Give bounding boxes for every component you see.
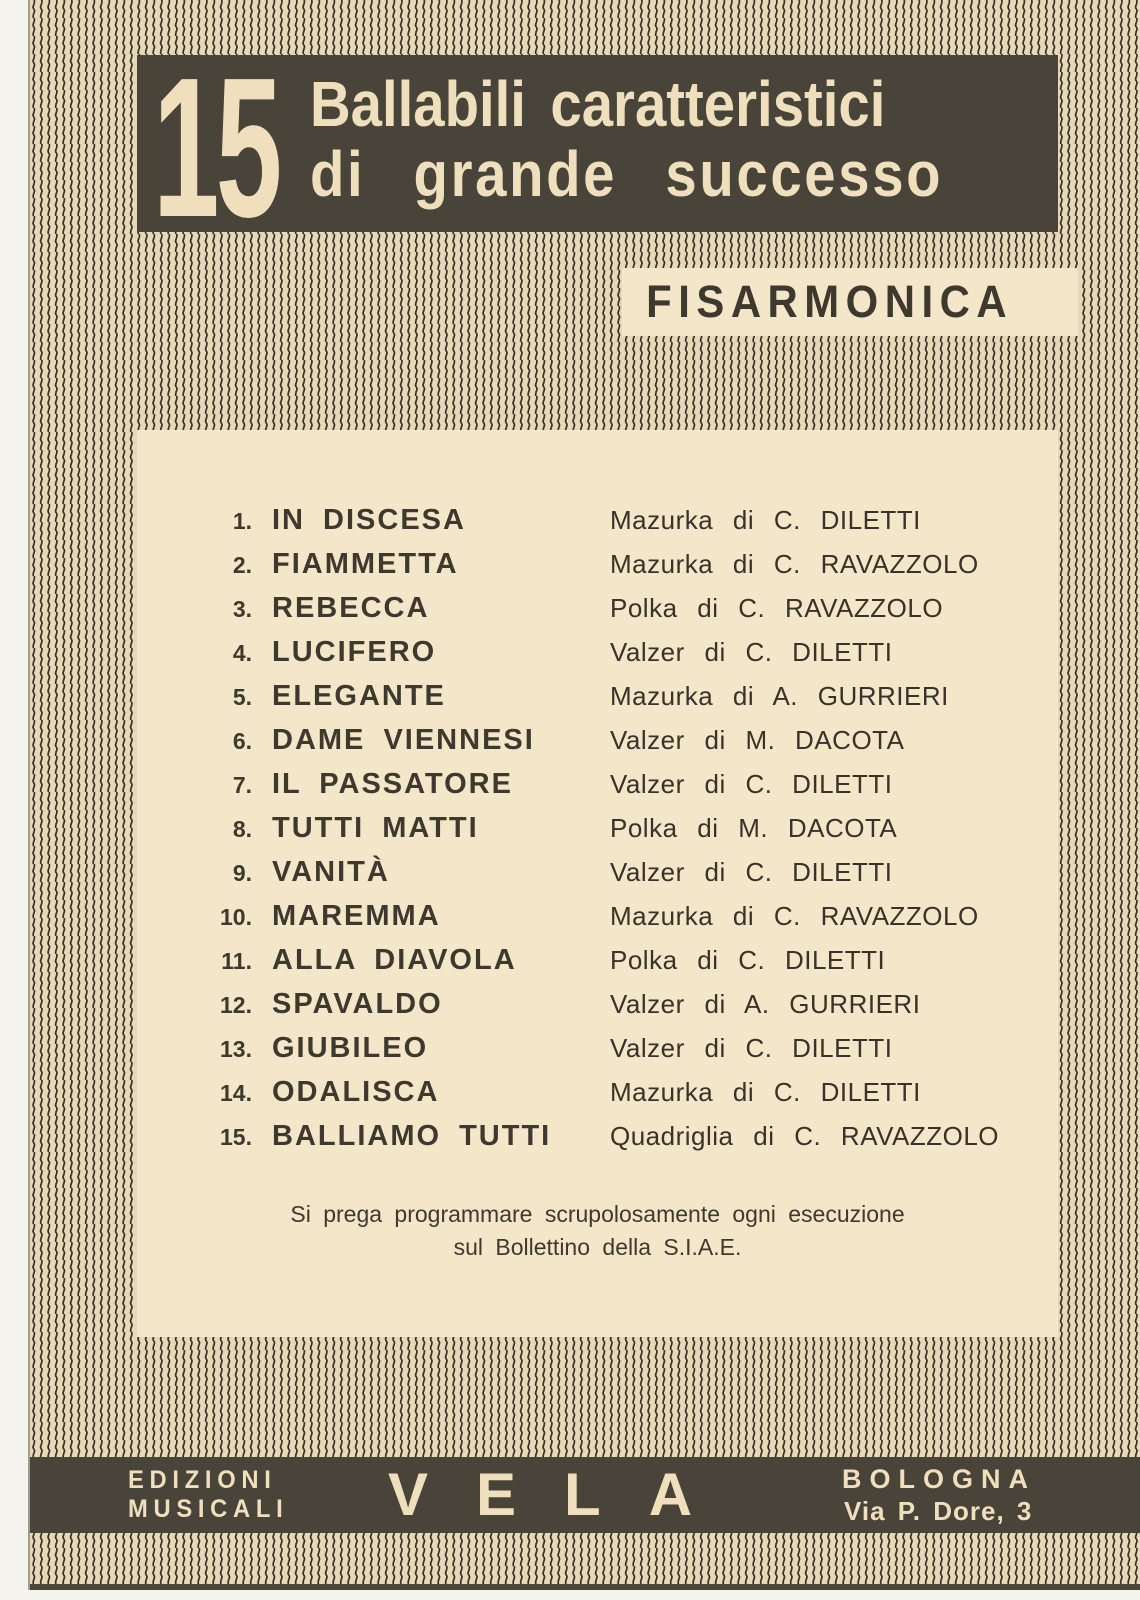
track-row (137, 680, 1058, 724)
track-description: Mazurka di A. GURRIERI (610, 681, 949, 711)
track-row (137, 724, 1058, 768)
track-row (137, 504, 1058, 548)
track-row (137, 812, 1058, 856)
track-number: 6. (232, 728, 252, 754)
track-description: Polka di M. DACOTA (610, 813, 898, 843)
track-description: Valzer di C. DILETTI (610, 769, 893, 799)
brand-vela: VELA (388, 1461, 741, 1528)
track-description: Mazurka di C. DILETTI (610, 505, 921, 535)
publisher-line1: EDIZIONI (128, 1466, 277, 1494)
siae-notice (137, 1198, 1058, 1264)
track-title: FIAMMETTA (272, 548, 459, 580)
track-row (137, 592, 1058, 636)
track-title: LUCIFERO (272, 636, 437, 668)
track-row (137, 636, 1058, 680)
track-description: Quadriglia di C. RAVAZZOLO (610, 1121, 1000, 1151)
track-title: REBECCA (272, 592, 430, 624)
track-description: Valzer di C. DILETTI (610, 857, 893, 887)
track-description: Polka di C. DILETTI (610, 945, 886, 975)
track-number: 13. (220, 1036, 252, 1062)
track-description: Polka di C. RAVAZZOLO (610, 593, 944, 623)
track-description: Valzer di C. DILETTI (610, 1033, 893, 1063)
track-number: 3. (232, 596, 252, 622)
track-number: 2. (232, 552, 252, 578)
track-row (137, 1076, 1058, 1120)
header-title-line1: Ballabili caratteristici (310, 68, 886, 140)
instrument-banner (622, 268, 1078, 336)
track-number: 10. (220, 904, 252, 930)
track-list (137, 430, 1058, 1164)
track-title: VANITÀ (272, 856, 390, 888)
track-row (137, 988, 1058, 1032)
track-number: 15. (220, 1124, 252, 1150)
track-number: 4. (232, 640, 252, 666)
track-title: ODALISCA (272, 1076, 440, 1108)
track-number: 8. (232, 816, 252, 842)
track-description: Valzer di M. DACOTA (610, 725, 905, 755)
track-title: TUTTI MATTI (272, 812, 479, 844)
siae-notice-line1: Si prega programmare scrupolosamente ogni esecuzione (290, 1201, 905, 1227)
header-title (310, 68, 1030, 210)
footer-city: BOLOGNA (842, 1464, 1036, 1494)
track-number: 1. (232, 508, 252, 534)
track-row (137, 856, 1058, 900)
track-row (137, 900, 1058, 944)
track-title: IN DISCESA (272, 504, 466, 536)
track-description: Mazurka di C. RAVAZZOLO (610, 901, 979, 931)
footer-band (30, 1457, 1140, 1533)
track-number: 11. (221, 948, 252, 974)
track-title: GIUBILEO (272, 1032, 429, 1064)
track-description: Valzer di C. DILETTI (610, 637, 893, 667)
track-row (137, 768, 1058, 812)
track-row (137, 1032, 1058, 1076)
track-title: MAREMMA (272, 900, 441, 932)
track-title: DAME VIENNESI (272, 724, 535, 756)
track-title: IL PASSATORE (272, 768, 513, 800)
track-title: SPAVALDO (272, 988, 443, 1020)
track-description: Valzer di A. GURRIERI (610, 989, 921, 1019)
track-title: ELEGANTE (272, 680, 446, 712)
track-number: 12. (220, 992, 252, 1018)
header-block (137, 37, 1058, 259)
siae-notice-line2: sul Bollettino della S.I.A.E. (453, 1234, 742, 1260)
track-title: BALLIAMO TUTTI (272, 1120, 552, 1152)
track-number: 14. (220, 1080, 252, 1106)
track-number: 5. (232, 684, 252, 710)
track-description: Mazurka di C. DILETTI (610, 1077, 921, 1107)
count-15: 15 (153, 37, 279, 259)
track-row (137, 1120, 1058, 1164)
track-row (137, 944, 1058, 988)
instrument-banner-label: FISARMONICA (646, 276, 1014, 327)
footer-address: Via P. Dore, 3 (844, 1496, 1033, 1526)
track-title: ALLA DIAVOLA (272, 944, 517, 976)
track-number: 7. (232, 772, 252, 798)
header-title-line2: di grande successo (310, 138, 944, 210)
track-row (137, 548, 1058, 592)
track-number: 9. (232, 860, 252, 886)
list-panel (137, 430, 1058, 1337)
page (30, 0, 1140, 1590)
track-description: Mazurka di C. RAVAZZOLO (610, 549, 979, 579)
publisher-line2: MUSICALI (128, 1495, 289, 1523)
publisher-label (128, 1466, 297, 1524)
